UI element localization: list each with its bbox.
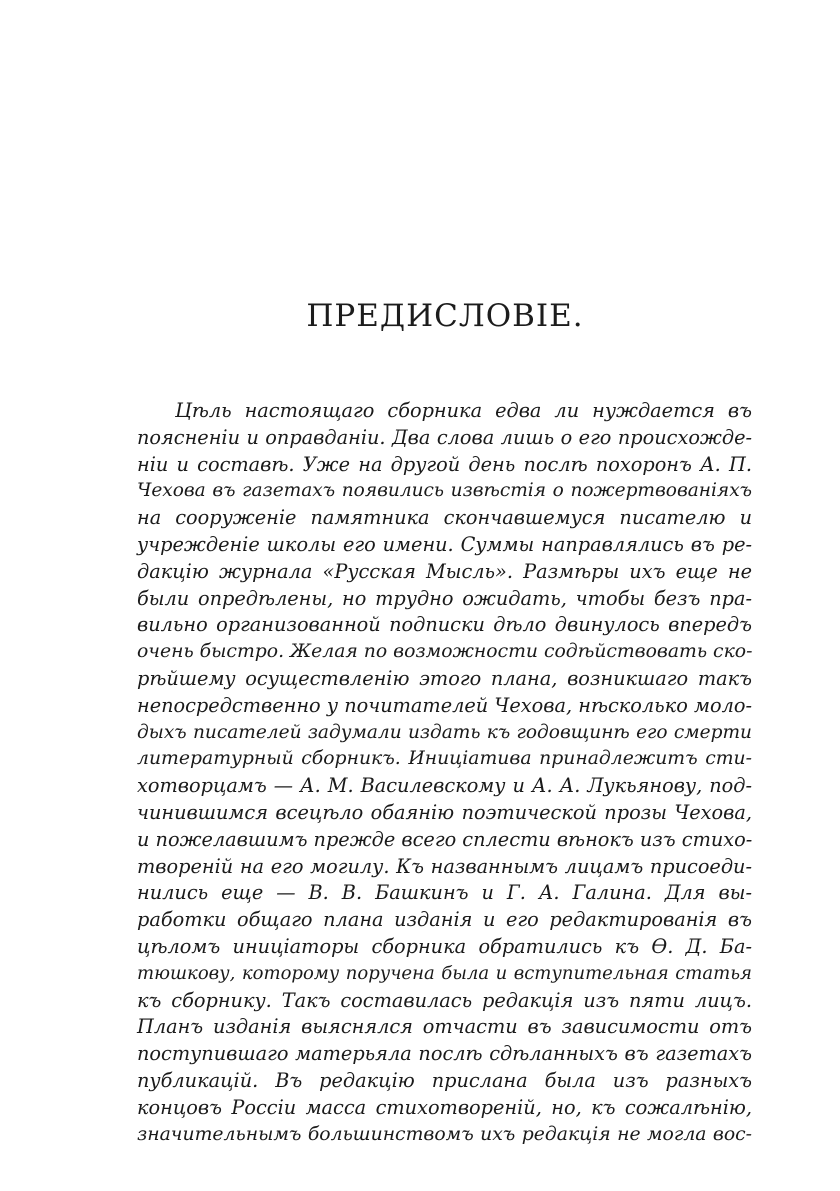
text-line: ніи и составѣ. Уже на другой день послѣ похоронъ А. П.	[137, 452, 752, 476]
text-line: непосредственно у почитателей Чехова, нѣсколько моло-	[137, 693, 752, 717]
text-line: на сооруженіе памятника скончавшемуся писателю и	[137, 506, 752, 530]
text-line: дыхъ писателей задумали издать къ годовщинѣ его смерти	[137, 721, 752, 743]
text-line: къ сборнику. Такъ составилась редакція изъ пяти лицъ.	[137, 988, 752, 1012]
text-line: концовъ Россіи масса стихотвореній, но, къ сожалѣнію,	[137, 1095, 752, 1119]
text-line: вильно организованной подписки дѣло двинулось впередъ	[137, 613, 752, 637]
text-line: чинившимся всецѣло обаянію поэтической прозы Чехова,	[137, 800, 752, 824]
text-line: поясненіи и оправданіи. Два слова лишь о его происхожде-	[137, 425, 752, 449]
text-line: были опредѣлены, но трудно ожидать, чтобы безъ пра-	[137, 586, 752, 610]
text-line: учрежденіе школы его имени. Суммы направлялись въ ре-	[137, 532, 752, 556]
text-line: литературный сборникъ. Иниціатива принадлежитъ сти-	[137, 748, 752, 770]
text-line: работки общаго плана изданія и его редактированія въ	[137, 908, 752, 932]
text-line: Цѣль настоящаго сборника едва ли нуждается въ	[175, 399, 752, 422]
text-line: нились еще — В. В. Башкинъ и Г. А. Галина. Для вы-	[137, 881, 752, 905]
text-line: хотворцамъ — А. М. Василевскому и А. А. Лукьянову, под-	[137, 774, 752, 798]
text-line: и пожелавшимъ прежде всего сплести вѣнокъ изъ стихо-	[137, 827, 753, 851]
text-line: рѣйшему осуществленію этого плана, возникшаго такъ	[137, 666, 752, 690]
text-line: поступившаго матерьяла послѣ сдѣланныхъ въ газетахъ	[137, 1042, 752, 1066]
text-line: тюшкову, которому поручена была и вступительная статья	[137, 962, 752, 984]
body-paragraph	[137, 398, 752, 1148]
text-line: цѣломъ иниціаторы сборника обратились къ Ѳ. Д. Ба-	[137, 934, 752, 958]
text-line: дакцію журнала «Русская Мысль». Размѣры ихъ еще не	[137, 559, 752, 583]
text-line: Планъ изданія выяснялся отчасти въ зависимости отъ	[137, 1015, 752, 1039]
text-line: Чехова въ газетахъ появились извѣстія о пожертвованіяхъ	[137, 480, 752, 502]
page-title: ПРЕДИСЛОВІЕ.	[306, 298, 584, 334]
text-line: очень быстро. Желая по возможности содѣйствовать ско-	[137, 641, 753, 663]
text-line: значительнымъ большинствомъ ихъ редакція не могла вос-	[137, 1123, 752, 1145]
text-line: твореній на его могилу. Къ названнымъ лицамъ присоеди-	[137, 854, 752, 878]
text-line: публикацій. Въ редакцію прислана была изъ разныхъ	[137, 1068, 752, 1092]
